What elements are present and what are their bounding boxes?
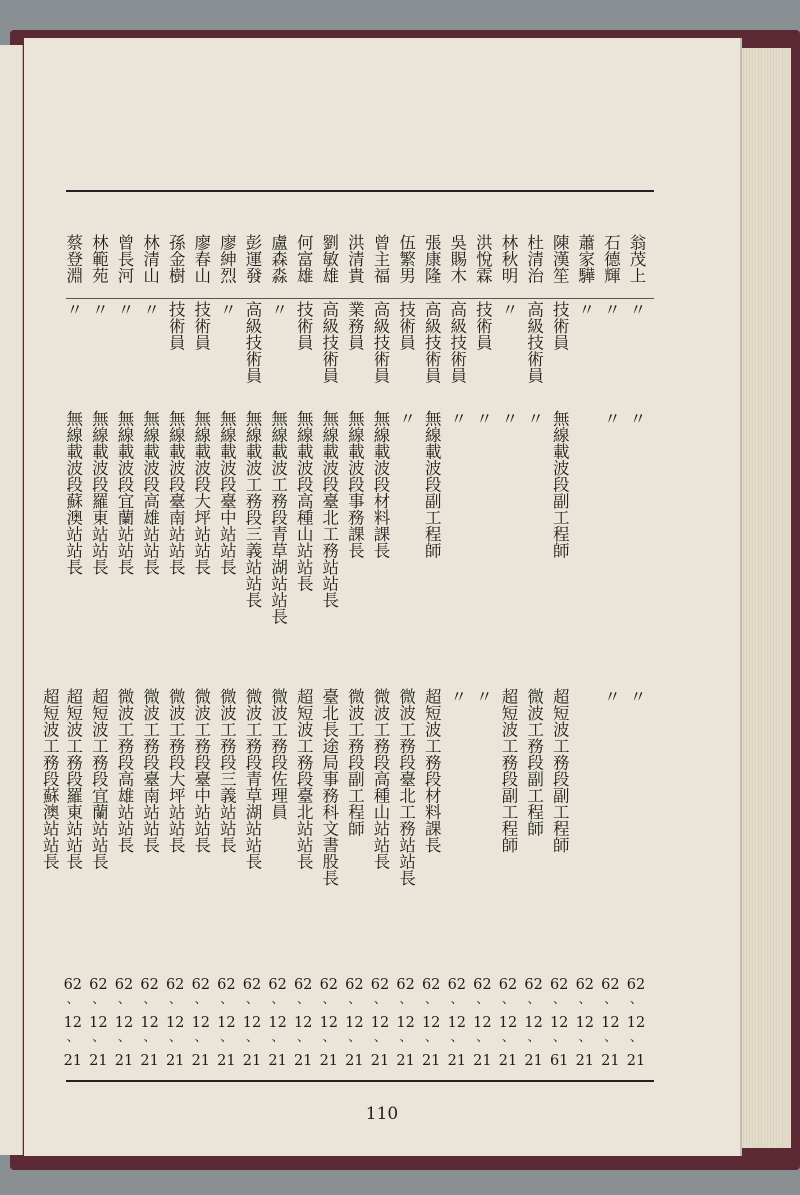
row-22-name: 林範苑 bbox=[89, 234, 109, 284]
date-part: 21 bbox=[293, 1053, 313, 1069]
row-2-name: 石德輝 bbox=[601, 234, 621, 284]
row-13-date bbox=[317, 976, 341, 1070]
row-18-title: 技術員 bbox=[191, 301, 211, 351]
row-11-title: 高級技術員 bbox=[371, 301, 390, 384]
row-5-date bbox=[522, 976, 546, 1070]
row-2-post1: 〃 bbox=[601, 410, 621, 427]
date-separator: 、 bbox=[553, 992, 566, 1006]
row-19-title: 技術員 bbox=[166, 301, 186, 351]
row-6-post2: 超短波工務段副工程師 bbox=[499, 688, 518, 853]
row-14-post2: 超短波工務段臺北站站長 bbox=[294, 688, 314, 870]
name-divider bbox=[66, 298, 654, 299]
date-part: 21 bbox=[165, 1053, 185, 1069]
row-1-name: 翁茂上 bbox=[627, 234, 646, 284]
date-separator: 、 bbox=[169, 992, 182, 1006]
row-4-title: 技術員 bbox=[550, 301, 570, 351]
row-5-post2: 微波工務段副工程師 bbox=[524, 688, 544, 837]
date-separator: 、 bbox=[348, 1030, 361, 1044]
date-separator: 、 bbox=[604, 1030, 617, 1044]
row-17-post1: 無線載波段臺中站站長 bbox=[217, 410, 237, 575]
row-13-title: 高級技術員 bbox=[319, 301, 339, 384]
date-part: 21 bbox=[217, 1053, 236, 1069]
date-separator: 、 bbox=[399, 992, 412, 1006]
date-part: 62 bbox=[601, 977, 620, 993]
row-7-post2: 〃 bbox=[473, 688, 493, 705]
date-part: 12 bbox=[601, 1015, 620, 1031]
bottom-rule bbox=[66, 1080, 654, 1082]
row-10-title: 技術員 bbox=[396, 301, 416, 351]
row-10-post1: 〃 bbox=[396, 410, 416, 427]
date-part: 21 bbox=[524, 1053, 543, 1069]
date-part: 21 bbox=[89, 1053, 108, 1069]
date-part: 62 bbox=[140, 977, 159, 993]
row-18-post1: 無線載波段大坪站站長 bbox=[191, 410, 211, 575]
date-part: 12 bbox=[63, 1015, 83, 1031]
date-separator: 、 bbox=[578, 1030, 591, 1044]
date-part: 21 bbox=[242, 1053, 262, 1069]
row-12-title: 業務員 bbox=[345, 301, 365, 351]
row-20-name: 林清山 bbox=[140, 234, 160, 284]
row-12-post1: 無線載波段事務課長 bbox=[345, 410, 365, 559]
row-3-name: 蕭家驊 bbox=[575, 234, 595, 284]
date-separator: 、 bbox=[501, 1030, 514, 1044]
date-separator: 、 bbox=[322, 992, 335, 1006]
date-separator: 、 bbox=[245, 1030, 258, 1044]
date-part: 62 bbox=[63, 977, 83, 993]
row-4-date bbox=[547, 976, 571, 1070]
date-separator: 、 bbox=[245, 992, 258, 1006]
row-18-post2: 微波工務段臺中站站長 bbox=[191, 688, 211, 853]
date-part: 12 bbox=[319, 1015, 339, 1031]
row-23-name: 蔡登淵 bbox=[63, 234, 83, 284]
date-separator: 、 bbox=[629, 1030, 642, 1044]
row-22-post1: 無線載波段羅東站站長 bbox=[89, 410, 109, 575]
date-part: 12 bbox=[370, 1015, 390, 1031]
row-10-name: 伍繁男 bbox=[396, 234, 416, 284]
date-part: 21 bbox=[447, 1053, 467, 1069]
date-separator: 、 bbox=[66, 1030, 79, 1044]
row-5-post1: 〃 bbox=[524, 410, 544, 427]
date-part: 62 bbox=[89, 977, 108, 993]
row-18-date bbox=[189, 976, 213, 1070]
date-separator: 、 bbox=[527, 1030, 540, 1044]
date-separator: 、 bbox=[194, 992, 207, 1006]
row-4-post1: 無線載波段副工程師 bbox=[550, 410, 570, 559]
date-part: 12 bbox=[165, 1015, 185, 1031]
date-part: 12 bbox=[524, 1015, 543, 1031]
date-part: 12 bbox=[268, 1015, 287, 1031]
row-15-date bbox=[266, 976, 290, 1070]
row-21-post2: 微波工務段高雄站站長 bbox=[115, 688, 134, 853]
row-13-post2: 臺北長途局事務科文書股長 bbox=[319, 688, 339, 886]
date-separator: 、 bbox=[553, 1030, 566, 1044]
date-part: 12 bbox=[549, 1015, 569, 1031]
row-19-date bbox=[163, 976, 187, 1070]
date-part: 62 bbox=[370, 977, 390, 993]
date-part: 12 bbox=[89, 1015, 108, 1031]
date-part: 12 bbox=[473, 1015, 492, 1031]
row-8-post2: 〃 bbox=[447, 688, 467, 705]
row-16-post1: 無線載波工務段三義站站長 bbox=[243, 410, 262, 608]
row-8-title: 高級技術員 bbox=[447, 301, 467, 384]
date-separator: 、 bbox=[476, 992, 489, 1006]
date-separator: 、 bbox=[117, 1030, 130, 1044]
date-part: 61 bbox=[549, 1053, 569, 1069]
date-separator: 、 bbox=[92, 992, 105, 1006]
top-rule bbox=[66, 190, 654, 192]
date-part: 12 bbox=[114, 1015, 134, 1031]
date-part: 12 bbox=[498, 1015, 518, 1031]
row-16-title: 高級技術員 bbox=[243, 301, 262, 384]
row-15-name: 盧森淼 bbox=[268, 234, 288, 284]
row-9-name: 張康隆 bbox=[422, 234, 442, 284]
row-13-name: 劉敏雄 bbox=[319, 234, 339, 284]
row-21-title: 〃 bbox=[115, 301, 134, 318]
date-part: 12 bbox=[191, 1015, 211, 1031]
row-17-date bbox=[214, 976, 238, 1070]
row-6-date bbox=[496, 976, 520, 1070]
row-20-post2: 微波工務段臺南站站長 bbox=[140, 688, 160, 853]
page-number: 110 bbox=[365, 1104, 399, 1124]
row-11-name: 曾主福 bbox=[371, 234, 390, 284]
date-part: 21 bbox=[319, 1053, 339, 1069]
date-separator: 、 bbox=[92, 1030, 105, 1044]
date-part: 62 bbox=[524, 977, 543, 993]
row-16-date bbox=[240, 976, 264, 1070]
date-part: 62 bbox=[319, 977, 339, 993]
row-14-name: 何富雄 bbox=[294, 234, 314, 284]
date-separator: 、 bbox=[604, 992, 617, 1006]
row-21-date bbox=[112, 976, 136, 1070]
row-17-name: 廖紳烈 bbox=[217, 234, 237, 284]
row-3-title: 〃 bbox=[575, 301, 595, 318]
row-4-name: 陳漢笙 bbox=[550, 234, 570, 284]
date-part: 21 bbox=[114, 1053, 134, 1069]
date-part: 62 bbox=[165, 977, 185, 993]
row-1-post2: 〃 bbox=[627, 688, 646, 705]
date-separator: 、 bbox=[450, 992, 463, 1006]
row-15-title: 〃 bbox=[268, 301, 288, 318]
date-part: 21 bbox=[396, 1053, 415, 1069]
date-separator: 、 bbox=[66, 992, 79, 1006]
row-23-post1: 無線載波段蘇澳站站長 bbox=[63, 410, 83, 575]
date-part: 21 bbox=[473, 1053, 492, 1069]
date-part: 21 bbox=[626, 1053, 646, 1069]
row-11-date bbox=[368, 976, 392, 1070]
date-part: 21 bbox=[63, 1053, 83, 1069]
row-16-name: 彭運發 bbox=[243, 234, 262, 284]
date-part: 21 bbox=[191, 1053, 211, 1069]
date-part: 62 bbox=[549, 977, 569, 993]
row-7-date bbox=[470, 976, 494, 1070]
row-19-post1: 無線載波段臺南站站長 bbox=[166, 410, 186, 575]
row-7-post1: 〃 bbox=[473, 410, 493, 427]
row-23-post2: 超短波工務段羅東站站長 bbox=[63, 688, 83, 870]
row-7-name: 洪悅霖 bbox=[473, 234, 493, 284]
date-separator: 、 bbox=[629, 992, 642, 1006]
date-separator: 、 bbox=[169, 1030, 182, 1044]
date-separator: 、 bbox=[143, 992, 156, 1006]
row-8-post1: 〃 bbox=[447, 410, 467, 427]
date-part: 12 bbox=[140, 1015, 159, 1031]
row-22-date bbox=[86, 976, 110, 1070]
row-14-post1: 無線載波段高種山站站長 bbox=[294, 410, 314, 592]
row-17-post2: 微波工務段三義站站長 bbox=[217, 688, 237, 853]
row-6-name: 林秋明 bbox=[499, 234, 518, 284]
row-extra-post2: 超短波工務段蘇澳站站長 bbox=[40, 688, 60, 870]
date-separator: 、 bbox=[271, 1030, 284, 1044]
row-10-date bbox=[394, 976, 418, 1070]
row-12-date bbox=[342, 976, 366, 1070]
row-15-post1: 無線載波工務段青草湖站站長 bbox=[268, 410, 288, 625]
date-separator: 、 bbox=[527, 992, 540, 1006]
row-20-date bbox=[138, 976, 162, 1070]
row-20-title: 〃 bbox=[140, 301, 160, 318]
date-separator: 、 bbox=[297, 1030, 310, 1044]
date-separator: 、 bbox=[297, 992, 310, 1006]
row-6-post1: 〃 bbox=[499, 410, 518, 427]
page-stack-edge bbox=[740, 48, 791, 1148]
date-part: 21 bbox=[370, 1053, 390, 1069]
date-separator: 、 bbox=[348, 992, 361, 1006]
row-23-title: 〃 bbox=[63, 301, 83, 318]
date-part: 12 bbox=[447, 1015, 467, 1031]
date-part: 12 bbox=[345, 1015, 364, 1031]
date-separator: 、 bbox=[450, 1030, 463, 1044]
row-18-name: 廖春山 bbox=[191, 234, 211, 284]
date-part: 62 bbox=[268, 977, 287, 993]
row-11-post2: 微波工務段高種山站站長 bbox=[371, 688, 390, 870]
date-part: 62 bbox=[396, 977, 415, 993]
date-separator: 、 bbox=[399, 1030, 412, 1044]
row-22-title: 〃 bbox=[89, 301, 109, 318]
row-5-name: 杜清治 bbox=[524, 234, 544, 284]
row-12-name: 洪清貴 bbox=[345, 234, 365, 284]
row-2-post2: 〃 bbox=[601, 688, 621, 705]
date-part: 62 bbox=[575, 977, 595, 993]
row-19-post2: 微波工務段大坪站站長 bbox=[166, 688, 186, 853]
date-part: 62 bbox=[421, 977, 441, 993]
date-part: 62 bbox=[345, 977, 364, 993]
row-14-date bbox=[291, 976, 315, 1070]
date-part: 62 bbox=[191, 977, 211, 993]
date-separator: 、 bbox=[501, 992, 514, 1006]
row-12-post2: 微波工務段副工程師 bbox=[345, 688, 365, 837]
row-19-name: 孫金樹 bbox=[166, 234, 186, 284]
row-4-post2: 超短波工務段副工程師 bbox=[550, 688, 570, 853]
row-8-name: 吳賜木 bbox=[447, 234, 467, 284]
date-separator: 、 bbox=[322, 1030, 335, 1044]
row-9-title: 高級技術員 bbox=[422, 301, 442, 384]
date-part: 21 bbox=[575, 1053, 595, 1069]
date-part: 12 bbox=[293, 1015, 313, 1031]
date-part: 62 bbox=[626, 977, 646, 993]
row-16-post2: 微波工務段青草湖站站長 bbox=[243, 688, 262, 870]
date-part: 21 bbox=[268, 1053, 287, 1069]
date-separator: 、 bbox=[373, 1030, 386, 1044]
row-11-post1: 無線載波段材料課長 bbox=[371, 410, 390, 559]
date-separator: 、 bbox=[271, 992, 284, 1006]
left-page-edge bbox=[0, 45, 23, 1155]
row-8-date bbox=[445, 976, 469, 1070]
date-separator: 、 bbox=[117, 992, 130, 1006]
row-10-post2: 微波工務段臺北工務站站長 bbox=[396, 688, 416, 886]
row-3-date bbox=[573, 976, 597, 1070]
date-separator: 、 bbox=[578, 992, 591, 1006]
row-9-post2: 超短波工務段材料課長 bbox=[422, 688, 442, 853]
row-20-post1: 無線載波段高雄站站長 bbox=[140, 410, 160, 575]
date-part: 62 bbox=[114, 977, 134, 993]
date-part: 12 bbox=[396, 1015, 415, 1031]
date-part: 21 bbox=[345, 1053, 364, 1069]
date-part: 12 bbox=[217, 1015, 236, 1031]
row-22-post2: 超短波工務段宜蘭站站長 bbox=[89, 688, 109, 870]
row-9-post1: 無線載波段副工程師 bbox=[422, 410, 442, 559]
date-part: 62 bbox=[473, 977, 492, 993]
row-17-title: 〃 bbox=[217, 301, 237, 318]
row-21-name: 曾長河 bbox=[115, 234, 134, 284]
date-separator: 、 bbox=[476, 1030, 489, 1044]
row-7-title: 技術員 bbox=[473, 301, 493, 351]
date-part: 62 bbox=[293, 977, 313, 993]
row-2-date bbox=[598, 976, 622, 1070]
date-part: 12 bbox=[242, 1015, 262, 1031]
date-separator: 、 bbox=[373, 992, 386, 1006]
row-9-date bbox=[419, 976, 443, 1070]
row-5-title: 高級技術員 bbox=[524, 301, 544, 384]
date-part: 21 bbox=[421, 1053, 441, 1069]
date-part: 62 bbox=[242, 977, 262, 993]
date-part: 21 bbox=[498, 1053, 518, 1069]
row-21-post1: 無線載波段宜蘭站站長 bbox=[115, 410, 134, 575]
row-1-date bbox=[624, 976, 648, 1070]
date-part: 21 bbox=[140, 1053, 159, 1069]
document-page bbox=[24, 38, 742, 1156]
date-part: 62 bbox=[217, 977, 236, 993]
row-15-post2: 微波工務段佐理員 bbox=[268, 688, 288, 820]
row-13-post1: 無線載波段臺北工務站站長 bbox=[319, 410, 339, 608]
date-separator: 、 bbox=[194, 1030, 207, 1044]
date-part: 12 bbox=[575, 1015, 595, 1031]
date-separator: 、 bbox=[425, 992, 438, 1006]
row-2-title: 〃 bbox=[601, 301, 621, 318]
date-separator: 、 bbox=[425, 1030, 438, 1044]
row-14-title: 技術員 bbox=[294, 301, 314, 351]
row-1-title: 〃 bbox=[627, 301, 646, 318]
date-part: 62 bbox=[447, 977, 467, 993]
date-part: 21 bbox=[601, 1053, 620, 1069]
date-separator: 、 bbox=[220, 992, 233, 1006]
date-part: 62 bbox=[498, 977, 518, 993]
row-6-title: 〃 bbox=[499, 301, 518, 318]
date-part: 12 bbox=[421, 1015, 441, 1031]
date-separator: 、 bbox=[143, 1030, 156, 1044]
date-part: 12 bbox=[626, 1015, 646, 1031]
row-1-post1: 〃 bbox=[627, 410, 646, 427]
row-23-date bbox=[61, 976, 85, 1070]
date-separator: 、 bbox=[220, 1030, 233, 1044]
